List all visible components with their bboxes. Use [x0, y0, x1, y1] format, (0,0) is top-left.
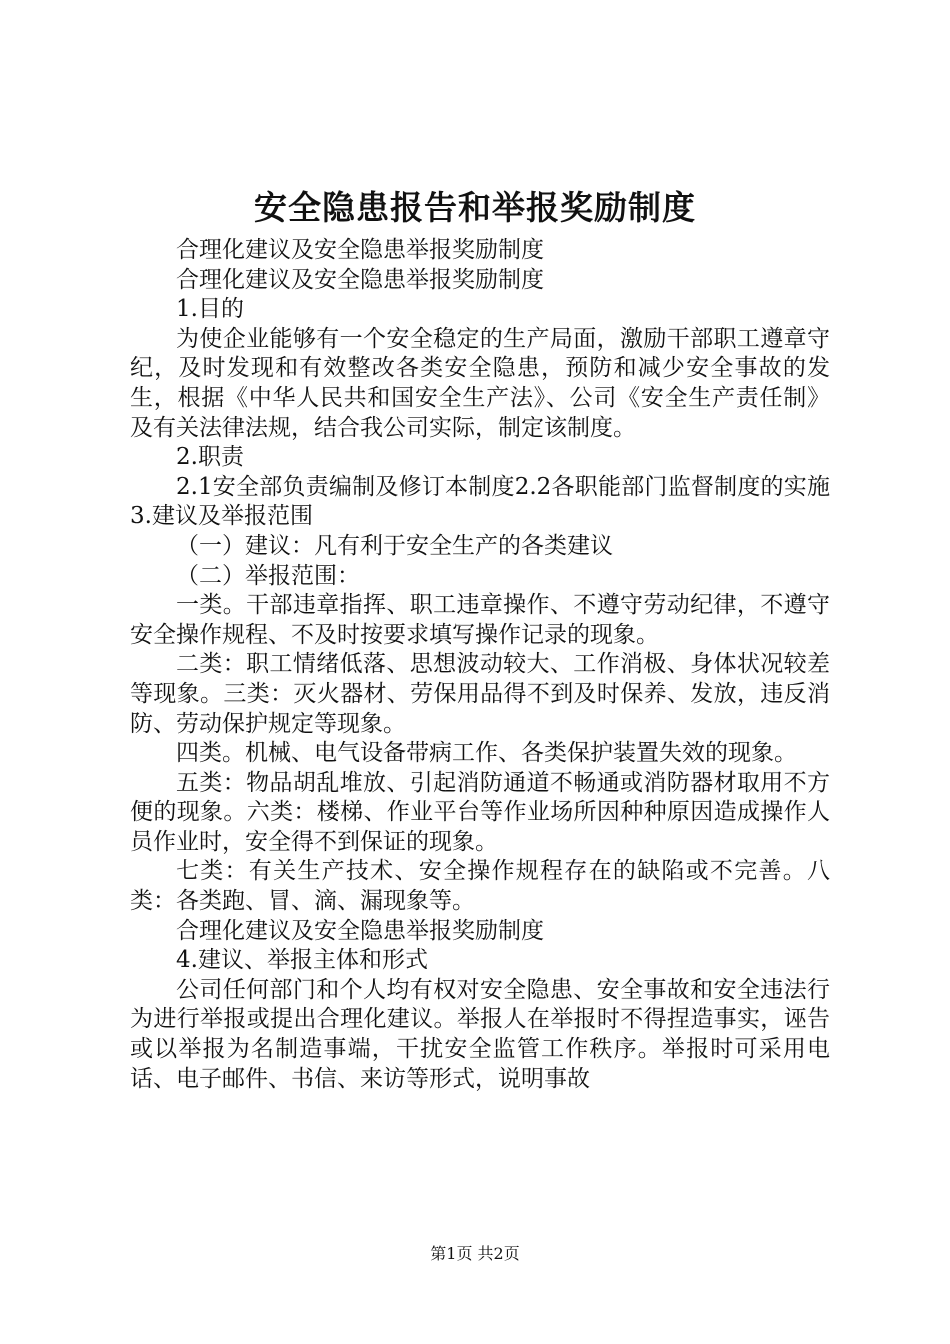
paragraph: 一类。干部违章指挥、职工违章操作、不遵守劳动纪律，不遵守安全操作规程、不及时按要求填写操作记录的现象。 — [130, 592, 830, 648]
list-item: （二）举报范围： — [176, 562, 360, 589]
paragraph: 为使企业能够有一个安全稳定的生产局面，激励干部职工遵章守纪，及时发现和有效整改各类安全隐患，预防和减少安全事故的发生，根据《中华人民共和国安全生产法》、公司《安全生产责任制》及有关法律法规，结合我公司实际，制定该制度。 — [130, 325, 830, 441]
paragraph: 七类：有关生产技术、安全操作规程存在的缺陷或不完善。八类：各类跑、冒、滴、漏现象等。 — [130, 858, 830, 915]
paragraph: 合理化建议及安全隐患举报奖励制度 — [176, 917, 544, 944]
section-heading: 1.目的 — [176, 296, 244, 323]
paragraph: 公司任何部门和个人均有权对安全隐患、安全事故和安全违法行为进行举报或提出合理化建议。举报人在举报时不得捏造事实，诬告或以举报为名制造事端，干扰安全监管工作秩序。举报时可采用电话、电子邮件、书信、来访等形式，说明事故 — [130, 976, 830, 1092]
paragraph: 2.1安全部负责编制及修订本制度2.2各职能部门监督制度的实施3.建议及举报范围 — [130, 473, 830, 530]
paragraph: 合理化建议及安全隐患举报奖励制度 — [176, 237, 544, 263]
section-heading: 4.建议、举报主体和形式 — [176, 947, 428, 974]
paragraph: 合理化建议及安全隐患举报奖励制度 — [176, 266, 544, 293]
paragraph: 二类：职工情绪低落、思想波动较大、工作消极、身体状况较差等现象。三类：灭火器材、劳保用品得不到及时保养、发放，违反消防、劳动保护规定等现象。 — [130, 651, 830, 737]
section-heading: 2.职责 — [176, 444, 244, 471]
paragraph: 五类：物品胡乱堆放、引起消防通道不畅通或消防器材取用不方便的现象。六类：楼梯、作业平台等作业场所因种种原因造成操作人员作业时，安全得不到保证的现象。 — [130, 769, 830, 855]
document-body — [130, 236, 830, 1094]
paragraph: 四类。机械、电气设备带病工作、各类保护装置失效的现象。 — [176, 740, 797, 767]
page-number-footer: 第1页 共2页 — [430, 1244, 520, 1263]
document-title: 安全隐患报告和举报奖励制度 — [254, 188, 696, 227]
list-item: （一）建议：凡有利于安全生产的各类建议 — [176, 532, 613, 559]
